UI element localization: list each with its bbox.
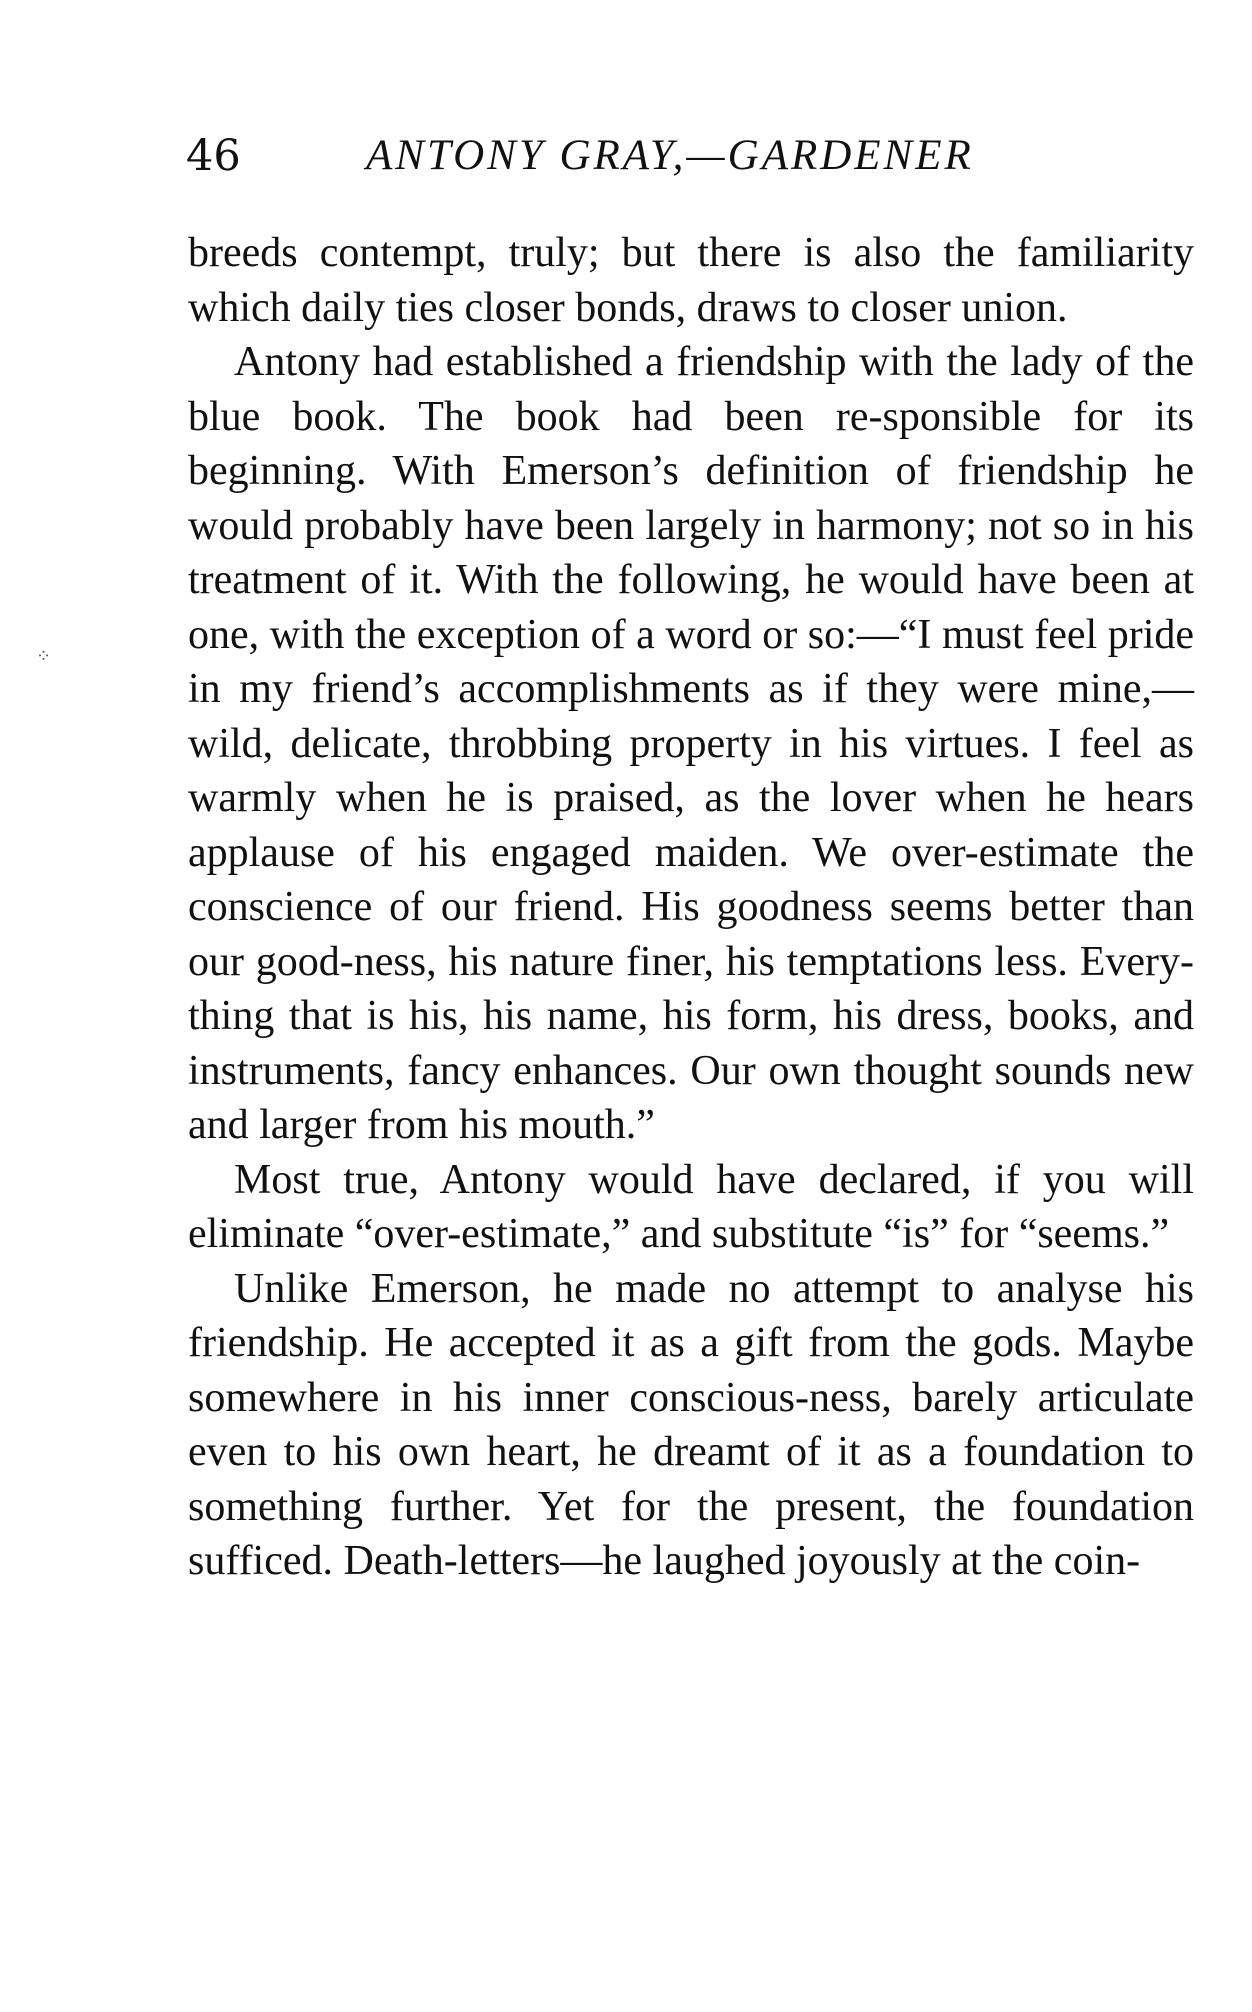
paragraph-unlike-emerson: Unlike Emerson, he made no attempt to analyse his friendship. He accepted it as a gift from the gods. Maybe somewhere in his inner conscious-ness, barely articulate even to his own heart, he dreamt of it as a foundation to something further. Yet for the present, the foundation sufficed. Death-letters—he laughed joyously at the coin-	[188, 1265, 1194, 1584]
paragraph-most-true: Most true, Antony would have declared, if you will eliminate “over-estimate,” and substitute “is” for “seems.”	[188, 1156, 1194, 1257]
running-title: ANTONY GRAY,—GARDENER	[366, 132, 974, 179]
running-head	[186, 126, 1196, 186]
body-text	[188, 226, 1194, 1589]
paragraph-continuation: breeds contempt, truly; but there is also the familiarity which daily ties closer bonds, draws to closer union.	[188, 230, 1194, 331]
paragraph-friendship: Antony had established a friendship with the lady of the blue book. The book had been re-sponsible for its beginning. With Emerson’s definition of friendship he would probably have been largely in harmony; not so in his treatment of it. With the following, he would have been at one, with the exception of a word or so:—“I must feel pride in my friend’s accomplishments as if they were mine,—wild, delicate, throbbing property in his virtues. I feel as warmly when he is praised, as the lover when he hears applause of his engaged maiden. We over-estimate the conscience of our friend. His goodness seems better than our good-ness, his nature finer, his temptations less. Every-thing that is his, his name, his form, his dress, books, and instruments, fancy enhances. Our own thought sounds new and larger from his mouth.”	[188, 339, 1194, 1148]
page-number: 46	[186, 131, 241, 181]
margin-ink-mark: ⁘	[36, 646, 52, 667]
